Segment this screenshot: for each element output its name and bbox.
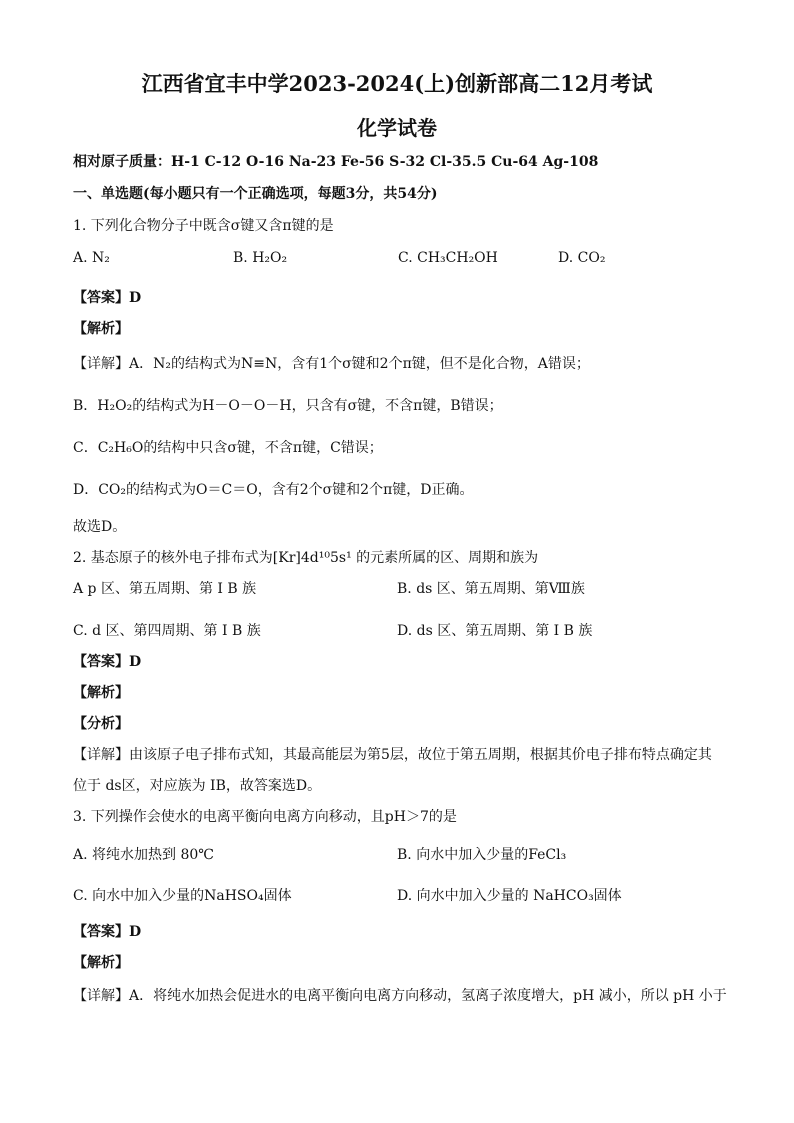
q1-option-b: B. H₂O₂ xyxy=(233,250,288,266)
q3-option-c: C. 向水中加入少量的NaHSO₄固体 xyxy=(73,888,292,904)
q2-option-a: A p 区、第五周期、第 I B 族 xyxy=(73,581,257,597)
q3-option-b: B. 向水中加入少量的FeCl₃ xyxy=(397,847,567,863)
q2-answer: 【答案】D xyxy=(73,654,142,670)
q1-option-a: A. N₂ xyxy=(73,250,110,266)
q1-option-d: D. CO₂ xyxy=(558,250,606,266)
q1-option-c: C. CH₃CH₂OH xyxy=(398,250,498,266)
q2-option-d: D. ds 区、第五周期、第 I B 族 xyxy=(397,623,593,639)
q2-analysis: 【解析】 xyxy=(73,685,129,701)
q1-analysis: 【解析】 xyxy=(73,321,129,337)
q1-answer: 【答案】D xyxy=(73,290,142,306)
q1-stem: 1. 下列化合物分子中既含σ键又含π键的是 xyxy=(73,218,334,234)
q2-detail-1: 【详解】由该原子电子排布式知，其最高能层为第5层，故位于第五周期，根据其价电子排布特点确定其 xyxy=(73,747,712,763)
q3-option-d: D. 向水中加入少量的 NaHCO₃固体 xyxy=(397,888,622,904)
atomic-masses: 相对原子质量：H-1 C-12 O-16 Na-23 Fe-56 S-32 Cl-35.5 Cu-64 Ag-108 xyxy=(73,154,599,170)
q2-detail-2: 位于 ds区，对应族为 IB，故答案选D。 xyxy=(73,778,322,794)
q1-detail-a: 【详解】A．N₂的结构式为N≡N，含有1个σ键和2个π键，但不是化合物，A错误； xyxy=(73,356,590,372)
q2-option-b: B. ds 区、第五周期、第Ⅷ族 xyxy=(397,581,585,597)
q3-detail-a: 【详解】A．将纯水加热会促进水的电离平衡向电离方向移动，氢离子浓度增大，pH 减小，所以 pH 小于 xyxy=(73,988,727,1004)
q3-stem: 3. 下列操作会使水的电离平衡向电离方向移动，且pH＞7的是 xyxy=(73,809,457,825)
q1-detail-d: D．CO₂的结构式为O＝C＝O，含有2个σ键和2个π键，D正确。 xyxy=(73,482,474,498)
q1-detail-c: C．C₂H₆O的结构中只含σ键，不含π键，C错误； xyxy=(73,440,383,456)
q2-option-c: C. d 区、第四周期、第 I B 族 xyxy=(73,623,261,639)
q3-analysis: 【解析】 xyxy=(73,955,129,971)
section-heading: 一、单选题(每小题只有一个正确选项，每题3分，共54分) xyxy=(73,186,438,202)
q1-detail-b: B．H₂O₂的结构式为H－O－O－H，只含有σ键，不含π键，B错误； xyxy=(73,398,503,414)
exam-title: 江西省宜丰中学2023-2024(上)创新部高二12月考试 xyxy=(141,71,653,96)
q2-stem: 2. 基态原子的核外电子排布式为[Kr]4d¹⁰5s¹ 的元素所属的区、周期和族为 xyxy=(73,550,539,566)
q2-fenxi: 【分析】 xyxy=(73,716,129,732)
q1-conclusion: 故选D。 xyxy=(73,519,127,535)
q3-answer: 【答案】D xyxy=(73,924,142,940)
exam-subtitle: 化学试卷 xyxy=(357,116,437,140)
q3-option-a: A. 将纯水加热到 80℃ xyxy=(73,847,214,863)
